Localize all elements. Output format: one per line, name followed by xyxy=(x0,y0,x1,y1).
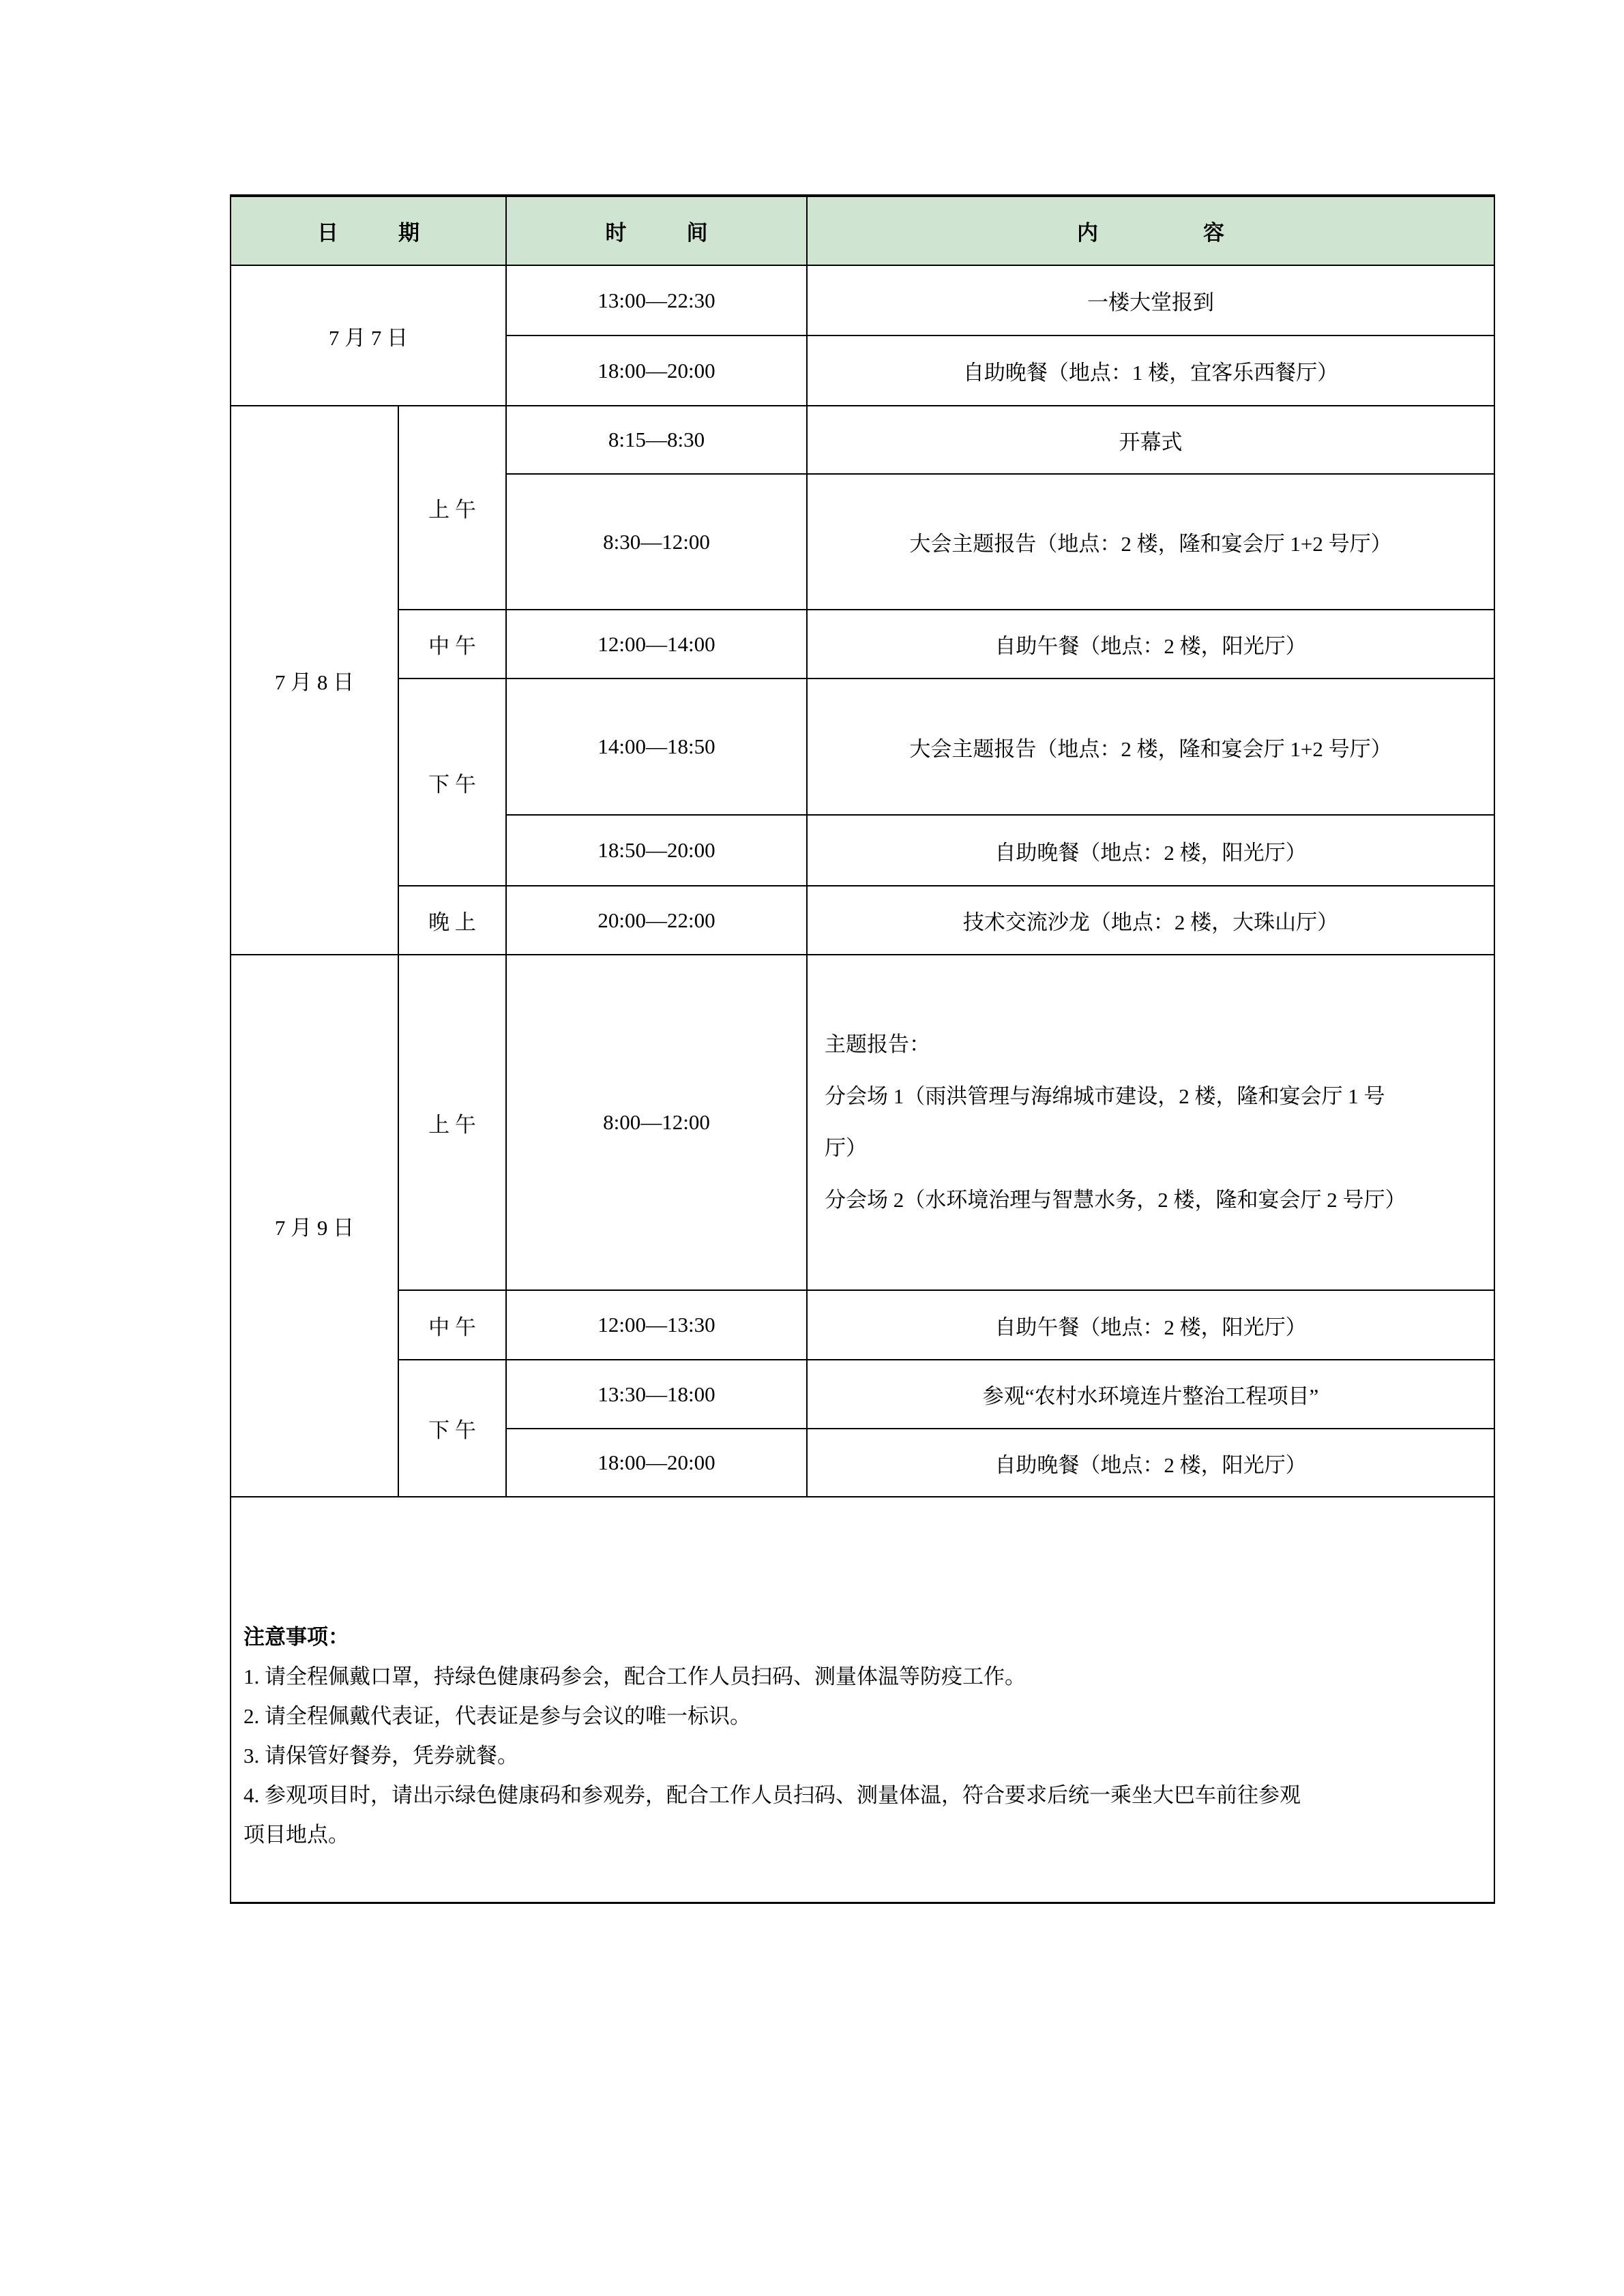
time-cell: 8:00—12:00 xyxy=(506,955,807,1290)
time-cell: 14:00—18:50 xyxy=(506,679,807,815)
table-row xyxy=(231,886,1494,955)
table-row xyxy=(231,679,1494,815)
date-cell-jul8: 7 月 8 日 xyxy=(231,406,398,955)
content-cell: 参观“农村水环境连片整治工程项目” xyxy=(807,1360,1494,1429)
period-cell-noon: 中 午 xyxy=(398,1290,506,1360)
header-time: 时间 xyxy=(506,196,807,265)
breakout-line: 厅） xyxy=(825,1136,867,1160)
content-cell: 大会主题报告（地点：2 楼，隆和宴会厅 1+2 号厅） xyxy=(807,474,1494,610)
schedule-table xyxy=(230,194,1495,1904)
header-content: 内容 xyxy=(807,196,1494,265)
period-cell-morning: 上 午 xyxy=(398,406,506,610)
period-cell-afternoon: 下 午 xyxy=(398,1360,506,1497)
date-cell-jul7: 7 月 7 日 xyxy=(231,265,506,406)
content-cell: 一楼大堂报到 xyxy=(807,265,1494,336)
time-cell: 12:00—13:30 xyxy=(506,1290,807,1360)
time-cell: 18:00—20:00 xyxy=(506,336,807,406)
content-cell: 自助晚餐（地点：2 楼，阳光厅） xyxy=(807,1429,1494,1497)
time-cell: 20:00—22:00 xyxy=(506,886,807,955)
table-header-row xyxy=(231,196,1494,265)
table-row xyxy=(231,406,1494,474)
content-cell: 自助午餐（地点：2 楼，阳光厅） xyxy=(807,1290,1494,1360)
time-cell: 8:30—12:00 xyxy=(506,474,807,610)
table-row xyxy=(231,1290,1494,1360)
period-cell-noon: 中 午 xyxy=(398,610,506,679)
time-cell: 13:00—22:30 xyxy=(506,265,807,336)
notes-cell xyxy=(231,1497,1494,1903)
period-cell-morning: 上 午 xyxy=(398,955,506,1290)
content-cell: 自助午餐（地点：2 楼，阳光厅） xyxy=(807,610,1494,679)
breakout-lines xyxy=(808,1019,1494,1226)
content-cell: 自助晚餐（地点：2 楼，阳光厅） xyxy=(807,815,1494,886)
notes-title: 注意事项： xyxy=(243,1625,349,1650)
period-cell-afternoon: 下 午 xyxy=(398,679,506,886)
table-row xyxy=(231,610,1494,679)
breakout-line: 主题报告： xyxy=(825,1032,930,1056)
table-row xyxy=(231,1360,1494,1429)
table-row xyxy=(231,265,1494,336)
content-cell: 技术交流沙龙（地点：2 楼，大珠山厅） xyxy=(807,886,1494,955)
content-cell: 大会主题报告（地点：2 楼，隆和宴会厅 1+2 号厅） xyxy=(807,679,1494,815)
breakout-line: 分会场 2（水环境治理与智慧水务，2 楼，隆和宴会厅 2 号厅） xyxy=(825,1188,1406,1212)
breakout-line: 分会场 1（雨洪管理与海绵城市建设，2 楼，隆和宴会厅 1 号 xyxy=(825,1084,1385,1108)
time-cell: 12:00—14:00 xyxy=(506,610,807,679)
header-date: 日期 xyxy=(231,196,506,265)
note-item-1: 1. 请全程佩戴口罩，持绿色健康码参会，配合工作人员扫码、测量体温等防疫工作。 xyxy=(243,1665,1026,1689)
time-cell: 18:50—20:00 xyxy=(506,815,807,886)
content-cell: 自助晚餐（地点：1 楼，宜客乐西餐厅） xyxy=(807,336,1494,406)
notes-section xyxy=(231,1544,1494,1855)
date-cell-jul9: 7 月 9 日 xyxy=(231,955,398,1497)
content-cell-breakout-sessions xyxy=(807,955,1494,1290)
time-cell: 13:30—18:00 xyxy=(506,1360,807,1429)
time-cell: 8:15—8:30 xyxy=(506,406,807,474)
note-item-3: 3. 请保管好餐券，凭券就餐。 xyxy=(243,1744,518,1768)
period-cell-evening: 晚 上 xyxy=(398,886,506,955)
notes-row xyxy=(231,1497,1494,1903)
content-cell: 开幕式 xyxy=(807,406,1494,474)
time-cell: 18:00—20:00 xyxy=(506,1429,807,1497)
note-item-2: 2. 请全程佩戴代表证，代表证是参与会议的唯一标识。 xyxy=(243,1704,751,1729)
table-row xyxy=(231,955,1494,1290)
note-item-4: 4. 参观项目时，请出示绿色健康码和参观券，配合工作人员扫码、测量体温，符合要求后统一乘坐大巴车前往参观项目地点。 xyxy=(243,1783,1301,1847)
